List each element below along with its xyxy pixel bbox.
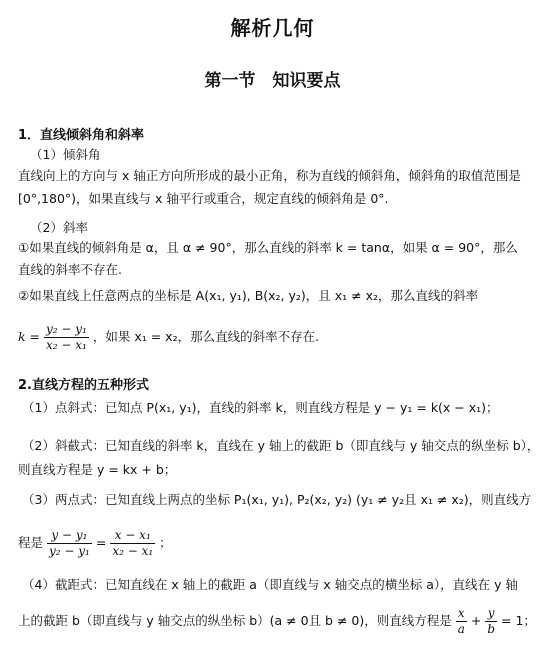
point-slope-form: （1）点斜式：已知点 P(x₁, y₁)，直线的斜率 k，则直线方程是 y − y₁ = k(x − x₁)；	[22, 400, 499, 415]
inclination-text-2: [0°,180°)，如果直线与 x 轴平行或重合，规定直线的倾斜角是 0°.	[18, 191, 389, 206]
intercept-prefix: 上的截距 b（即直线与 y 轴交点的纵坐标 b）(a ≠ 0且 b ≠ 0)，则直线方程是	[18, 613, 452, 628]
slope-text-1: ①如果直线的倾斜角是 α，且 α ≠ 90°，那么直线的斜率 k = tanα，如果 α = 90°，那么	[18, 240, 518, 255]
two-point-equals: =	[95, 535, 107, 550]
intercept-x-denominator: a	[457, 622, 465, 636]
two-point-fraction-x	[110, 528, 155, 559]
inclination-text-1: 直线向上的方向与 x 轴正方向所形成的最小正角，称为直线的倾斜角，倾斜角的取值范围是	[18, 168, 521, 183]
intercept-form-2	[18, 606, 536, 637]
slope-intercept-form-2: 则直线方程是 y = kx + b；	[18, 462, 177, 477]
two-point-fraction-y	[47, 528, 92, 559]
slope-formula-line	[18, 322, 319, 353]
intercept-fraction-x	[456, 606, 467, 637]
page-title: 解析几何	[230, 16, 315, 40]
subheading-slope: （2）斜率	[30, 220, 88, 235]
subheading-inclination: （1）倾斜角	[30, 147, 101, 162]
intercept-x-numerator: x	[456, 606, 467, 622]
two-point-prefix: 程是	[18, 535, 44, 550]
two-point-form-1: （3）两点式：已知直线上两点的坐标 P₁(x₁, y₁), P₂(x₂, y₂) (y₁ ≠ y₂且 x₁ ≠ x₂)，则直线方	[22, 492, 532, 507]
section-title: 第一节 知识要点	[204, 71, 341, 91]
intercept-y-numerator: y	[485, 606, 497, 622]
intercept-y-denominator: b	[487, 622, 496, 636]
heading-slope: 1．直线倾斜角和斜率	[18, 128, 145, 143]
slope-formula-lhs: k =	[18, 329, 41, 344]
slope-fraction-denominator: x₂ − x₁	[46, 338, 87, 352]
intercept-plus: +	[470, 613, 482, 628]
slope-formula-tail: ，如果 x₁ = x₂，那么直线的斜率不存在.	[92, 329, 320, 344]
two-point-y-denominator: y₂ − y₁	[49, 544, 90, 558]
heading-line-equations: 2.直线方程的五种形式	[18, 378, 149, 393]
intercept-form-1: （4）截距式：已知直线在 x 轴上的截距 a（即直线与 x 轴交点的横坐标 a），直线在 y 轴	[22, 577, 519, 592]
two-point-form-2	[18, 528, 172, 559]
slope-fraction	[44, 322, 89, 353]
slope-text-3: ②如果直线上任意两点的坐标是 A(x₁, y₁), B(x₂, y₂)，且 x₁ ≠ x₂，那么直线的斜率	[18, 288, 478, 303]
slope-text-2: 直线的斜率不存在.	[18, 262, 122, 277]
slope-intercept-form-1: （2）斜截式：已知直线的斜率 k，直线在 y 轴上的截距 b（即直线与 y 轴交点的纵坐标 b），	[22, 438, 540, 453]
intercept-fraction-y	[485, 606, 497, 637]
two-point-x-denominator: x₂ − x₁	[112, 544, 154, 558]
two-point-tail: ；	[159, 535, 172, 550]
two-point-y-numerator: y − y₁	[47, 528, 92, 544]
two-point-x-numerator: x − x₁	[110, 528, 155, 544]
slope-fraction-numerator: y₂ − y₁	[46, 322, 87, 336]
intercept-tail: = 1；	[501, 613, 536, 628]
